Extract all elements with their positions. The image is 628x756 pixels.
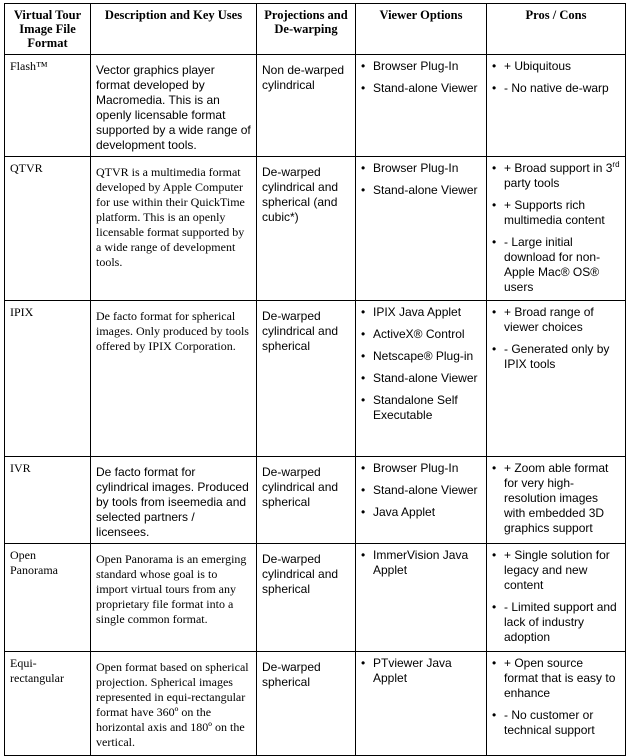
bullet-icon: • bbox=[361, 483, 366, 497]
list-item-text: ActiveX® Control bbox=[373, 327, 465, 341]
header-projections: Projections and De-warping bbox=[257, 4, 356, 55]
bullet-icon: • bbox=[361, 371, 366, 385]
list-item-text: + Single solution for legacy and new content bbox=[504, 548, 610, 592]
table-row bbox=[5, 301, 626, 457]
projection-cell: De-warped cylindrical and spherical bbox=[257, 457, 356, 544]
bullet-icon: • bbox=[361, 327, 366, 341]
list-item bbox=[361, 349, 481, 364]
pros-cons-cell bbox=[487, 55, 626, 157]
viewer-options-cell bbox=[356, 457, 487, 544]
list-item-text: Stand-alone Viewer bbox=[373, 183, 478, 197]
pros-cons-cell-list bbox=[492, 159, 620, 295]
viewer-options-cell-list bbox=[361, 654, 481, 686]
list-item-text: IPIX Java Applet bbox=[373, 305, 462, 319]
bullet-icon: • bbox=[492, 656, 497, 670]
viewer-options-cell bbox=[356, 55, 487, 157]
pros-cons-cell bbox=[487, 457, 626, 544]
projection-cell: Non de-warped cylindrical bbox=[257, 55, 356, 157]
list-item bbox=[361, 483, 481, 498]
description-cell: Vector graphics player format developed by Macromedia. This is an openly licensable format supported by a wide range of development tools. bbox=[91, 55, 257, 157]
format-cell: IVR bbox=[5, 457, 91, 544]
bullet-icon: • bbox=[361, 656, 366, 670]
list-item bbox=[492, 305, 620, 335]
pros-cons-cell-list bbox=[492, 654, 620, 738]
list-item bbox=[492, 59, 620, 74]
table-row bbox=[5, 157, 626, 301]
list-item bbox=[361, 461, 481, 476]
superscript: rd bbox=[612, 160, 620, 169]
list-item-text: Java Applet bbox=[373, 505, 436, 519]
description-cell: QTVR is a multimedia format developed by Apple Computer for use within their QuickTime platform. This is an openly licensable format supported by a wide range of development tools. bbox=[91, 157, 257, 301]
bullet-icon: • bbox=[361, 81, 366, 95]
list-item bbox=[361, 505, 481, 520]
list-item bbox=[492, 81, 620, 96]
table-row bbox=[5, 544, 626, 652]
list-item bbox=[361, 305, 481, 320]
list-item bbox=[492, 600, 620, 645]
format-cell: IPIX bbox=[5, 301, 91, 457]
bullet-icon: • bbox=[361, 183, 366, 197]
pros-cons-cell bbox=[487, 652, 626, 756]
bullet-icon: • bbox=[361, 548, 366, 562]
table-row bbox=[5, 55, 626, 157]
description-cell: De facto format for spherical images. Only produced by tools offered by IPIX Corporation. bbox=[91, 301, 257, 457]
bullet-icon: • bbox=[361, 505, 366, 519]
list-item-text: Stand-alone Viewer bbox=[373, 483, 478, 497]
header-pros-cons: Pros / Cons bbox=[487, 4, 626, 55]
format-cell: Flash™ bbox=[5, 55, 91, 157]
list-item bbox=[492, 548, 620, 593]
list-item-text: Browser Plug-In bbox=[373, 59, 459, 73]
table-row bbox=[5, 457, 626, 544]
list-item-text: - Limited support and lack of industry adoption bbox=[504, 600, 617, 644]
header-format: Virtual Tour Image File Format bbox=[5, 4, 91, 55]
bullet-icon: • bbox=[361, 161, 366, 175]
list-item bbox=[492, 656, 620, 701]
bullet-icon: • bbox=[492, 161, 497, 175]
format-cell: Equi-rectangular bbox=[5, 652, 91, 756]
virtual-tour-format-table bbox=[4, 3, 626, 756]
format-cell: Open Panorama bbox=[5, 544, 91, 652]
list-item-text: + Supports rich multimedia content bbox=[504, 198, 605, 227]
list-item bbox=[492, 235, 620, 295]
list-item bbox=[361, 59, 481, 74]
list-item bbox=[361, 548, 481, 578]
list-item-text: - Generated only by IPIX tools bbox=[504, 342, 610, 371]
table-row bbox=[5, 652, 626, 756]
list-item bbox=[361, 393, 481, 423]
bullet-icon: • bbox=[492, 305, 497, 319]
format-cell: QTVR bbox=[5, 157, 91, 301]
list-item-text: - Large initial download for non-Apple Mac® OS® users bbox=[504, 235, 601, 294]
list-item-text: - No customer or technical support bbox=[504, 708, 595, 737]
viewer-options-cell bbox=[356, 652, 487, 756]
viewer-options-cell bbox=[356, 301, 487, 457]
bullet-icon: • bbox=[492, 600, 497, 614]
pros-cons-cell bbox=[487, 301, 626, 457]
description-cell: De facto format for cylindrical images. Produced by tools from iseemedia and selected partners / licensees. bbox=[91, 457, 257, 544]
pros-cons-cell-list bbox=[492, 459, 620, 536]
projection-cell: De-warped cylindrical and spherical (and cubic*) bbox=[257, 157, 356, 301]
pros-cons-cell-list bbox=[492, 303, 620, 372]
bullet-icon: • bbox=[492, 235, 497, 249]
viewer-options-cell-list bbox=[361, 303, 481, 423]
list-item bbox=[492, 198, 620, 228]
bullet-icon: • bbox=[492, 59, 497, 73]
pros-cons-cell bbox=[487, 544, 626, 652]
list-item-text: Stand-alone Viewer bbox=[373, 371, 478, 385]
viewer-options-cell-list bbox=[361, 459, 481, 520]
projection-cell: De-warped cylindrical and spherical bbox=[257, 544, 356, 652]
list-item-text: + Broad support in 3 bbox=[504, 161, 613, 175]
list-item-text: + Ubiquitous bbox=[504, 59, 572, 73]
bullet-icon: • bbox=[492, 81, 497, 95]
bullet-icon: • bbox=[361, 461, 366, 475]
list-item-text: - No native de-warp bbox=[504, 81, 609, 95]
description-cell: Open format based on spherical projection. Spherical images represented in equi-rectangular format have 360º on the horizontal axis and 180º on the vertical. bbox=[91, 652, 257, 756]
viewer-options-cell bbox=[356, 157, 487, 301]
bullet-icon: • bbox=[361, 393, 366, 407]
viewer-options-cell-list bbox=[361, 159, 481, 198]
list-item bbox=[492, 461, 620, 536]
list-item-text: ImmerVision Java Applet bbox=[373, 548, 469, 577]
list-item bbox=[361, 81, 481, 96]
bullet-icon: • bbox=[492, 342, 497, 356]
bullet-icon: • bbox=[361, 59, 366, 73]
list-item bbox=[492, 708, 620, 738]
header-viewer-options: Viewer Options bbox=[356, 4, 487, 55]
bullet-icon: • bbox=[492, 461, 497, 475]
list-item-text: PTviewer Java Applet bbox=[373, 656, 452, 685]
list-item bbox=[361, 327, 481, 342]
list-item-text: Netscape® Plug-in bbox=[373, 349, 474, 363]
list-item-text: party tools bbox=[504, 176, 560, 190]
list-item-text: Standalone Self Executable bbox=[373, 393, 458, 422]
list-item-text: Stand-alone Viewer bbox=[373, 81, 478, 95]
list-item-text: + Zoom able format for very high-resolution images with embedded 3D graphics support bbox=[504, 461, 609, 535]
list-item bbox=[492, 161, 620, 191]
list-item-text: + Open source format that is easy to enhance bbox=[504, 656, 616, 700]
projection-cell: De-warped cylindrical and spherical bbox=[257, 301, 356, 457]
list-item bbox=[361, 183, 481, 198]
bullet-icon: • bbox=[492, 708, 497, 722]
list-item-text: + Broad range of viewer choices bbox=[504, 305, 594, 334]
bullet-icon: • bbox=[361, 305, 366, 319]
viewer-options-cell-list bbox=[361, 546, 481, 578]
list-item bbox=[361, 161, 481, 176]
header-row bbox=[5, 4, 626, 55]
list-item bbox=[361, 656, 481, 686]
list-item bbox=[492, 342, 620, 372]
list-item-text: Browser Plug-In bbox=[373, 161, 459, 175]
bullet-icon: • bbox=[492, 198, 497, 212]
pros-cons-cell bbox=[487, 157, 626, 301]
description-cell: Open Panorama is an emerging standard whose goal is to import virtual tours from any proprietary file format into a single common format. bbox=[91, 544, 257, 652]
projection-cell: De-warped spherical bbox=[257, 652, 356, 756]
viewer-options-cell bbox=[356, 544, 487, 652]
header-description: Description and Key Uses bbox=[91, 4, 257, 55]
list-item-text: Browser Plug-In bbox=[373, 461, 459, 475]
list-item bbox=[361, 371, 481, 386]
bullet-icon: • bbox=[492, 548, 497, 562]
viewer-options-cell-list bbox=[361, 57, 481, 96]
bullet-icon: • bbox=[361, 349, 366, 363]
pros-cons-cell-list bbox=[492, 57, 620, 96]
pros-cons-cell-list bbox=[492, 546, 620, 645]
